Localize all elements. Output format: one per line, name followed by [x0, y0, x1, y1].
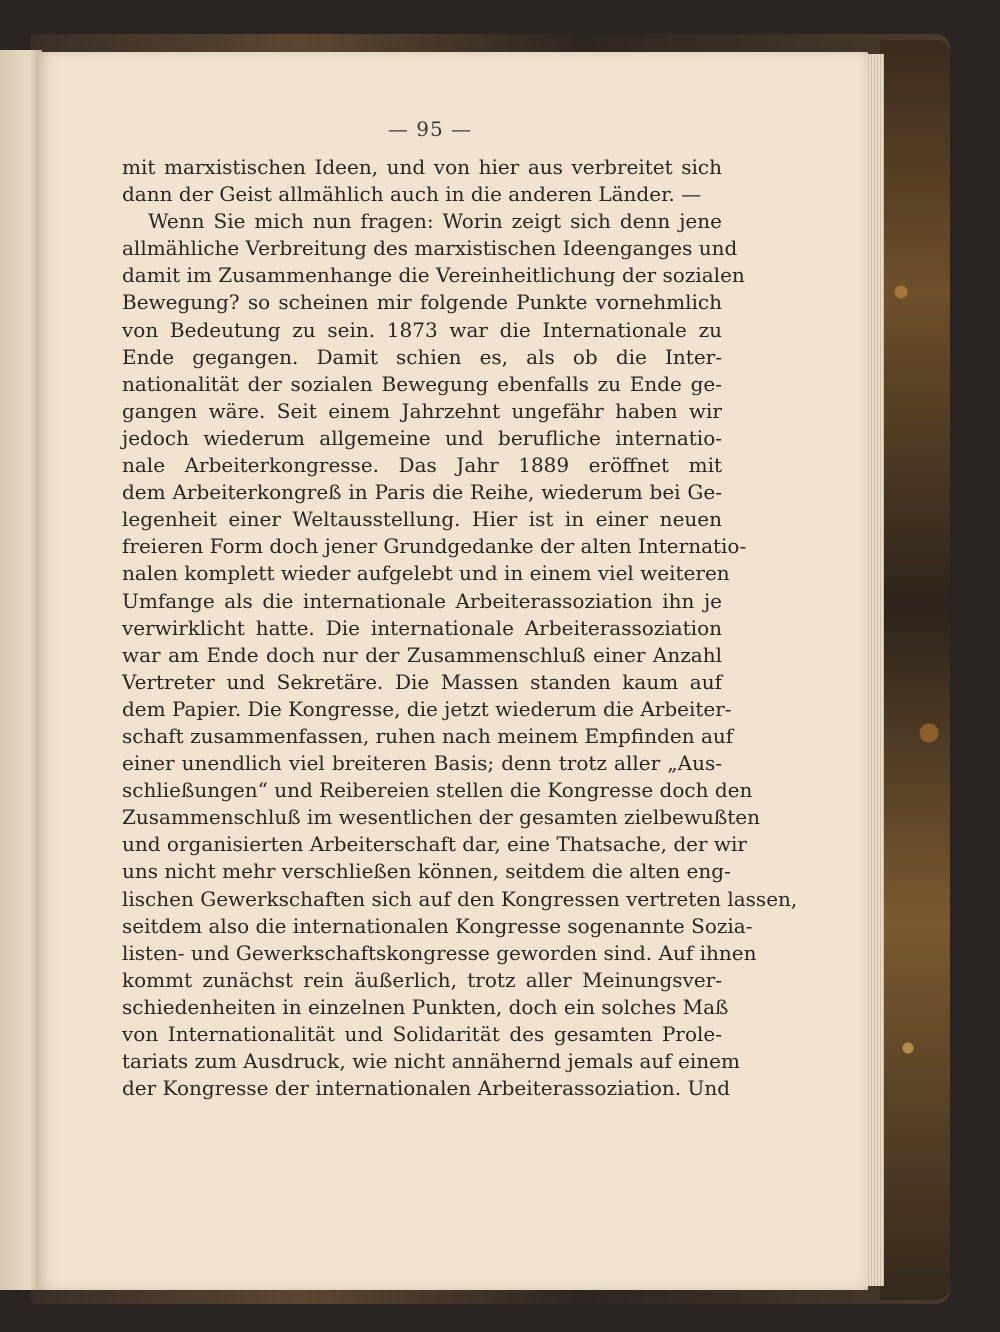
- text-line: gangen wäre. Seit einem Jahrzehnt ungefähr haben wir: [122, 398, 722, 423]
- text-line: tariats zum Ausdruck, wie nicht annähernd jemals auf einem: [122, 1049, 740, 1074]
- text-line: jedoch wiederum allgemeine und berufliche internatio-: [122, 425, 722, 450]
- text-line: dem Papier. Die Kongresse, die jetzt wiederum die Arbeiter-: [122, 696, 732, 721]
- page-fore-edge: [866, 54, 884, 1286]
- text-line: schiedenheiten in einzelnen Punkten, doch ein solches Maß: [122, 994, 729, 1019]
- text-line: der Kongresse der internationalen Arbeiterassoziation. Und: [122, 1076, 731, 1101]
- text-line: dem Arbeiterkongreß in Paris die Reihe, wiederum bei Ge-: [122, 480, 722, 505]
- text-line: seitdem also die internationalen Kongresse sogenannte Sozia-: [122, 913, 753, 938]
- text-line: Wenn Sie mich nun fragen: Worin zeigt sich denn jene: [148, 209, 722, 234]
- text-line: freieren Form doch jener Grundgedanke der alten Internatio-: [122, 534, 747, 559]
- marbled-cover-edge: [880, 40, 950, 1300]
- text-line: Vertreter und Sekretäre. Die Massen standen kaum auf: [122, 669, 722, 694]
- facing-page-edge: [0, 50, 42, 1290]
- text-line: Ende gegangen. Damit schien es, als ob die Inter-: [122, 344, 722, 369]
- text-line: verwirklicht hatte. Die internationale Arbeiterassoziation: [122, 615, 722, 640]
- text-line: lischen Gewerkschaften sich auf den Kongressen vertreten lassen,: [122, 886, 798, 911]
- text-line: einer unendlich viel breiteren Basis; denn trotz aller „Aus-: [122, 751, 722, 776]
- text-line: nationalität der sozialen Bewegung ebenfalls zu Ende ge-: [122, 371, 722, 396]
- text-line: war am Ende doch nur der Zusammenschluß einer Anzahl: [122, 642, 722, 667]
- text-line: von Bedeutung zu sein. 1873 war die Internationale zu: [122, 317, 722, 342]
- text-line: uns nicht mehr verschließen können, seitdem die alten eng-: [122, 859, 731, 884]
- text-line: damit im Zusammenhange die Vereinheitlichung der sozialen: [122, 263, 745, 288]
- text-line: allmähliche Verbreitung des marxistischen Ideenganges und: [122, 236, 738, 261]
- text-line: und organisierten Arbeiterschaft dar, eine Thatsache, der wir: [122, 832, 747, 857]
- text-line: nale Arbeiterkongresse. Das Jahr 1889 eröffnet mit: [122, 453, 722, 478]
- text-line: von Internationalität und Solidarität des gesamten Prole-: [122, 1022, 722, 1046]
- text-line: dann der Geist allmählich auch in die anderen Länder. —: [122, 182, 702, 207]
- page-number: — 95 —: [387, 117, 473, 141]
- text-line: mit marxistischen Ideen, und von hier aus verbreitet sich: [122, 155, 722, 179]
- text-line: nalen komplett wieder aufgelebt und in einem viel weiteren: [122, 561, 730, 586]
- body-text: [122, 154, 798, 1102]
- text-line: Umfange als die internationale Arbeiterassoziation ihn je: [122, 588, 722, 613]
- text-line: legenheit einer Weltausstellung. Hier ist in einer neuen: [122, 507, 722, 532]
- text-line: listen- und Gewerkschaftskongresse geworden sind. Auf ihnen: [122, 940, 757, 965]
- text-line: schließungen“ und Reibereien stellen die Kongresse doch den: [122, 778, 753, 803]
- text-line: Zusammenschluß im wesentlichen der gesamten zielbewußten: [122, 805, 760, 830]
- text-line: kommt zunächst rein äußerlich, trotz aller Meinungsver-: [122, 967, 722, 992]
- text-line: Bewegung? so scheinen mir folgende Punkte vornehmlich: [122, 290, 722, 315]
- text-line: schaft zusammenfassen, ruhen nach meinem Empfinden auf: [122, 723, 734, 748]
